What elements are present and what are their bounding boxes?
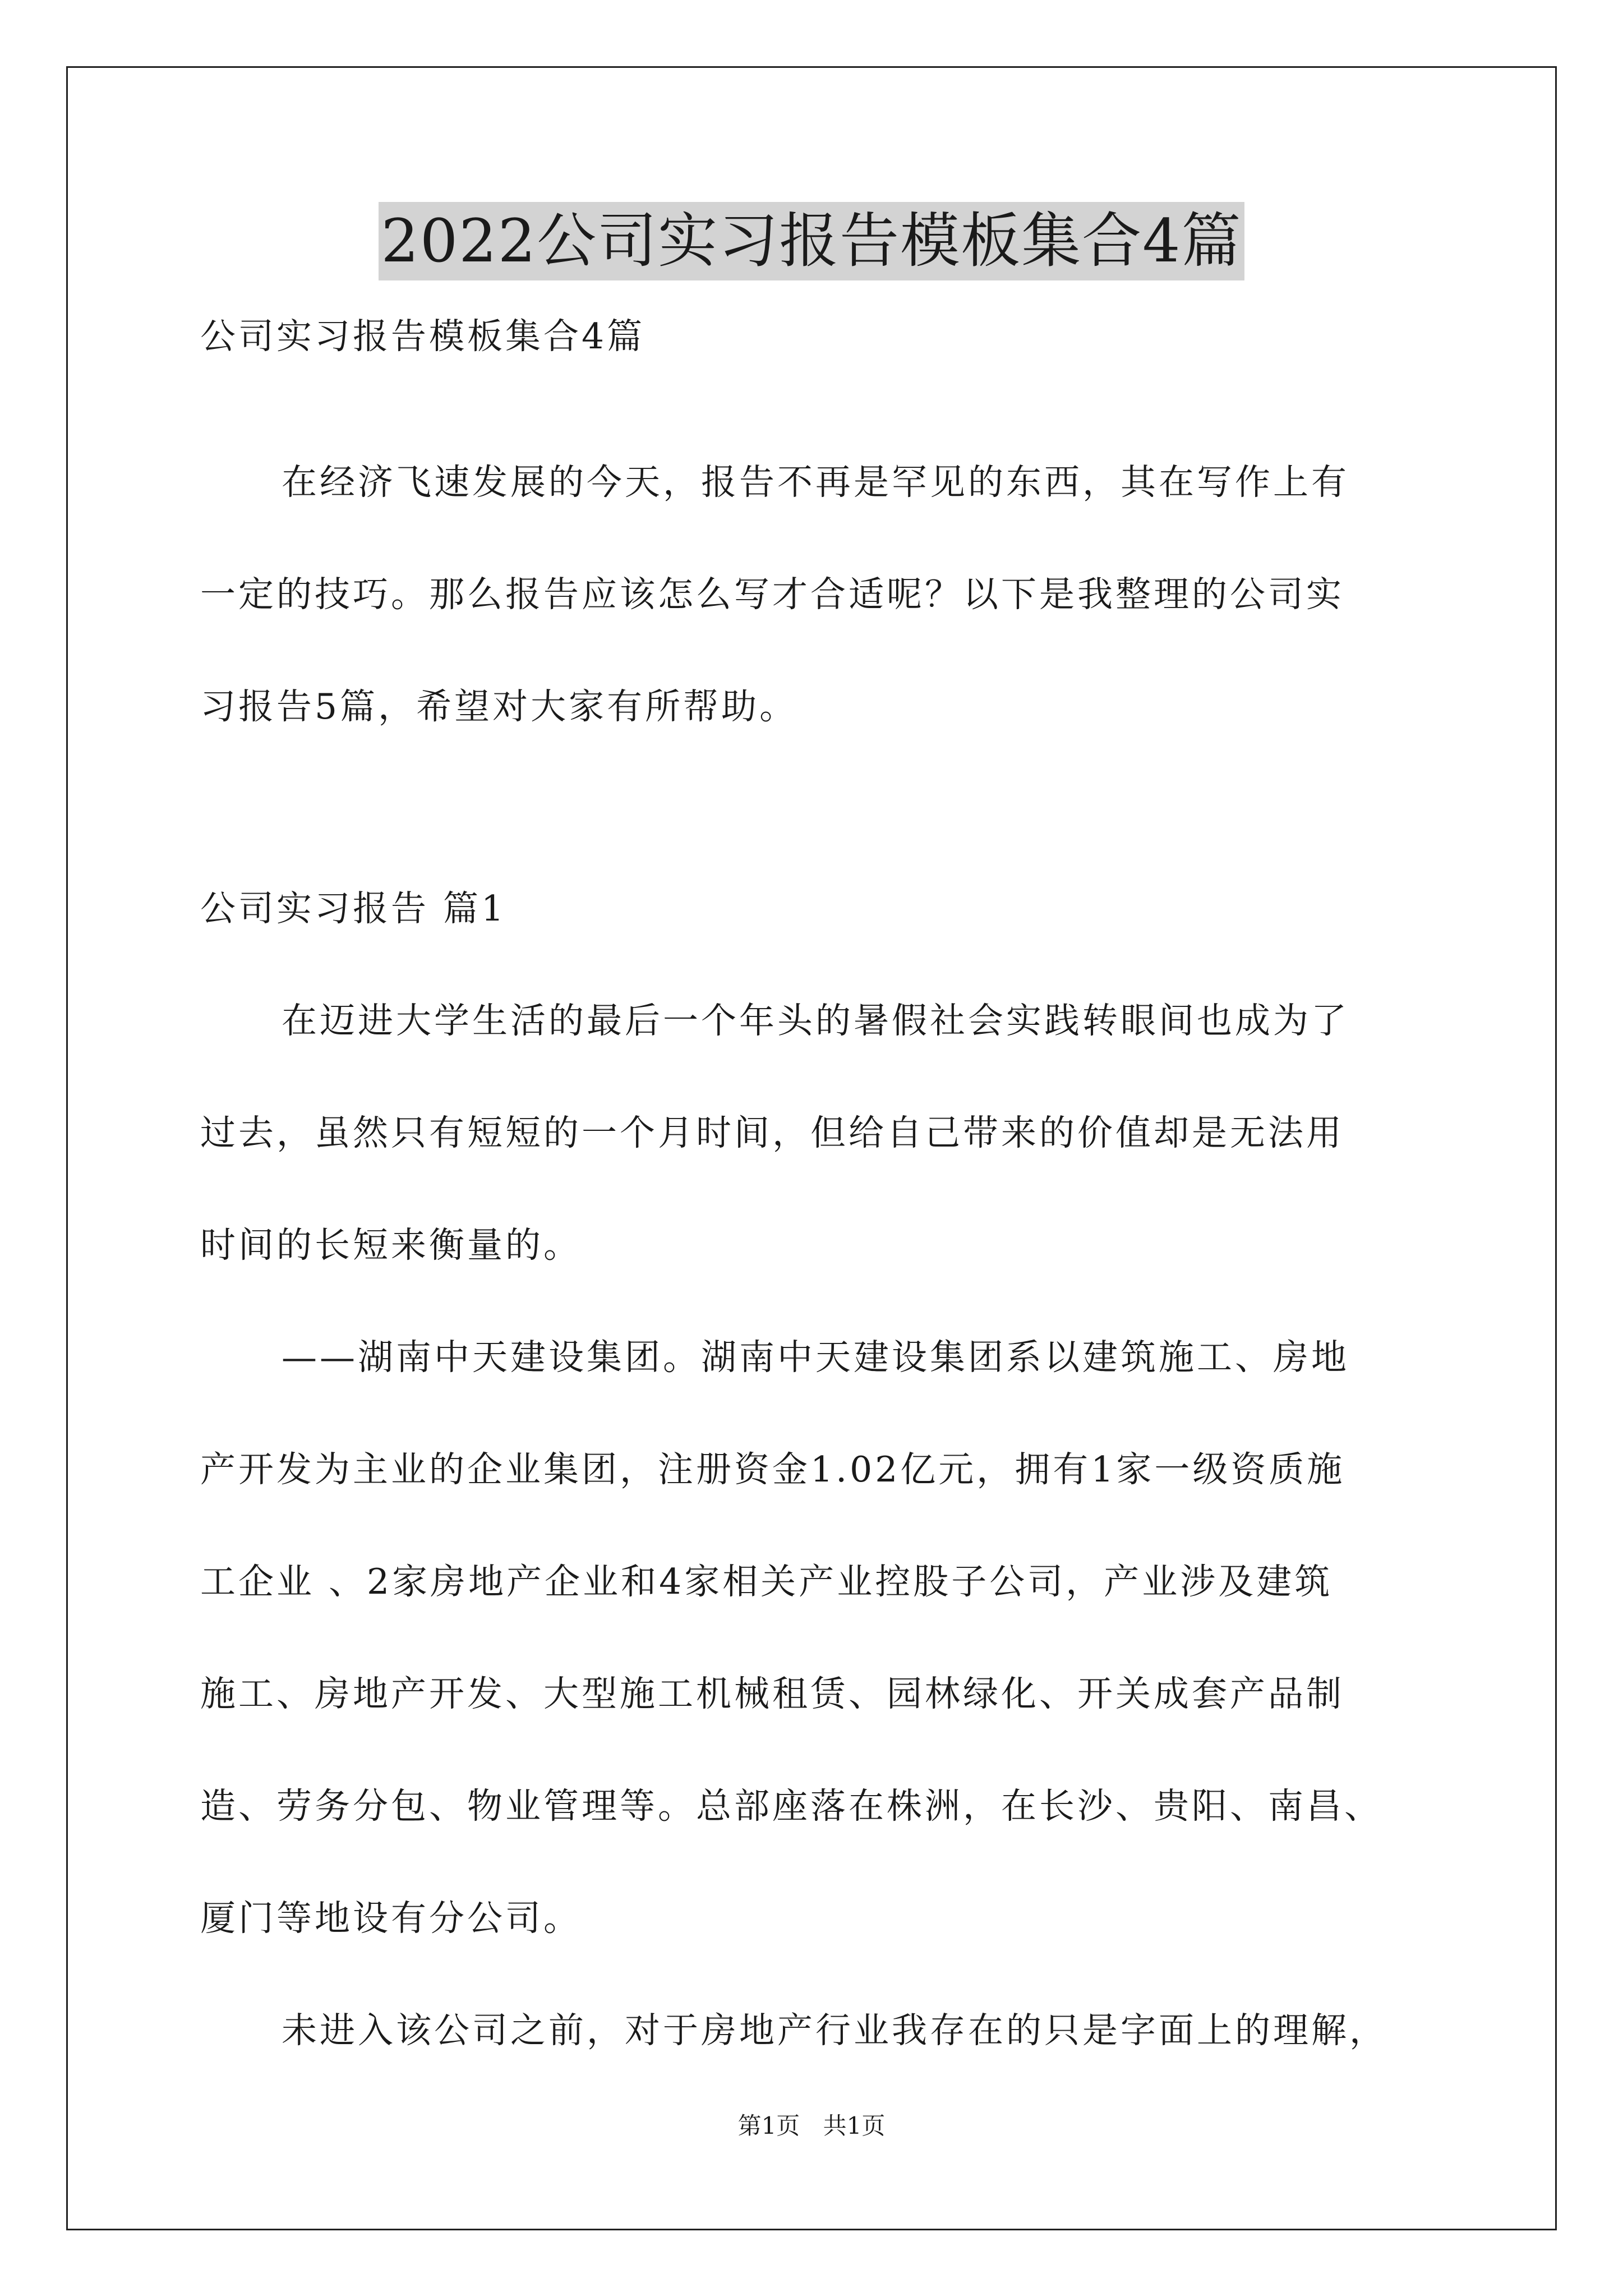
title-container — [0, 202, 1623, 280]
paragraph-line: 造、劳务分包、物业管理等。总部座落在株洲，在长沙、贵阳、南昌、 — [200, 1786, 1382, 1826]
paragraph-line: 时间的长短来衡量的。 — [200, 1225, 582, 1266]
intro-line: 一定的技巧。那么报告应该怎么写才合适呢？以下是我整理的公司实 — [200, 574, 1344, 615]
intro-line: 习报告5篇，希望对大家有所帮助。 — [200, 686, 798, 727]
paragraph-line: 产开发为主业的企业集团，注册资金1.02亿元，拥有1家一级资质施 — [200, 1449, 1345, 1490]
subtitle: 公司实习报告模板集合4篇 — [200, 316, 645, 357]
page-total: 共1页 — [823, 2112, 886, 2139]
intro-line: 在经济飞速发展的今天，报告不再是罕见的东西，其在写作上有 — [282, 462, 1349, 503]
paragraph-line: ——湖南中天建设集团。湖南中天建设集团系以建筑施工、房地 — [282, 1337, 1349, 1378]
page-footer — [0, 2109, 1623, 2143]
paragraph-line: 厦门等地设有分公司。 — [200, 1898, 582, 1939]
paragraph-line: 在迈进大学生活的最后一个年头的暑假社会实践转眼间也成为了 — [282, 1000, 1349, 1041]
paragraph-line: 工企业 、2家房地产企业和4家相关产业控股子公司，产业涉及建筑 — [200, 1561, 1333, 1602]
paragraph-line: 施工、房地产开发、大型施工机械租赁、园林绿化、开关成套产品制 — [200, 1673, 1344, 1714]
section-heading: 公司实习报告 篇1 — [200, 888, 507, 929]
document-title: 2022公司实习报告模板集合4篇 — [379, 202, 1244, 280]
page-number: 第1页 — [737, 2112, 800, 2139]
paragraph-line: 过去，虽然只有短短的一个月时间，但给自己带来的价值却是无法用 — [200, 1112, 1344, 1153]
paragraph-line: 未进入该公司之前，对于房地产行业我存在的只是字面上的理解， — [282, 2010, 1387, 2051]
